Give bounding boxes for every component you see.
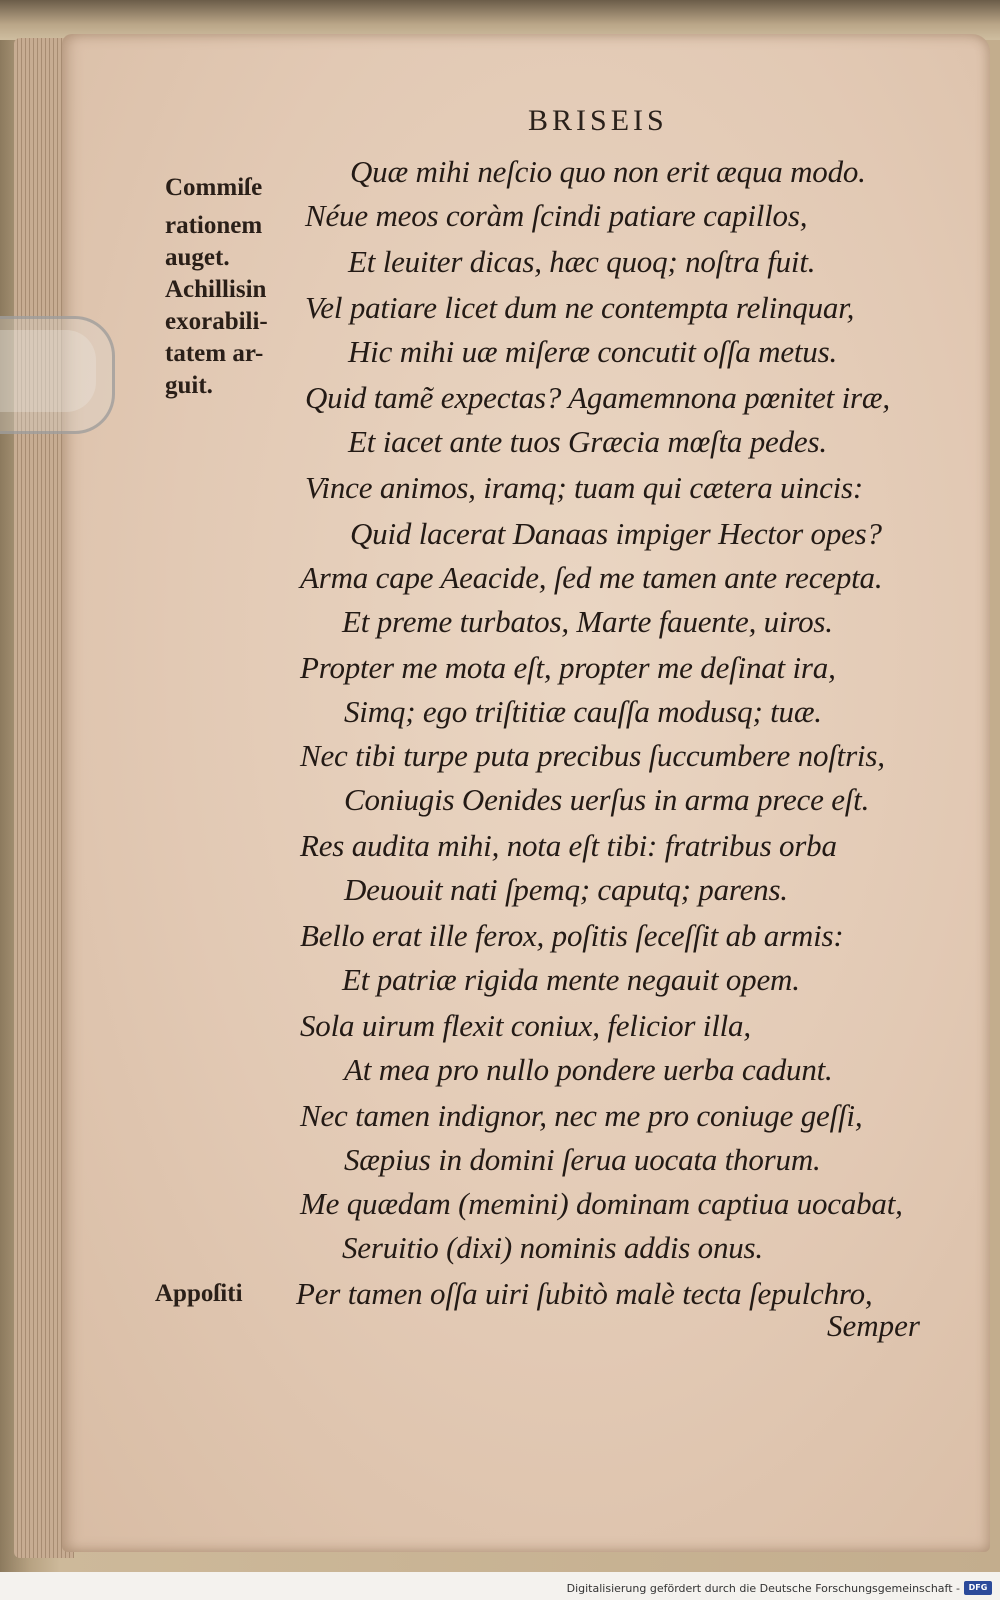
footer-credit: Digitalisierung gefördert durch die Deutsche Forschungsgemeinschaft -: [566, 1582, 960, 1595]
verse-line: Per tamen oſſa uiri ſubitò malè tecta ſepulchro,: [296, 1276, 873, 1311]
verse-line: Arma cape Aeacide, ſed me tamen ante recepta.: [300, 560, 883, 595]
verse-line: Et iacet ante tuos Græcia mœſta pedes.: [348, 424, 827, 459]
verse-line: Vince animos, iramq; tuam qui cætera uincis:: [305, 470, 864, 505]
verse-line: Deuouit nati ſpemq; caputq; parens.: [344, 872, 788, 907]
verse-line: Sæpius in domini ſerua uocata thorum.: [344, 1142, 821, 1177]
verse-line: Nec tibi turpe puta precibus ſuccumbere noſtris,: [300, 738, 885, 773]
verse-line: Coniugis Oenides uerſus in arma prece eſt.: [344, 782, 870, 817]
verse-line: Hic mihi uæ miſeræ concutit oſſa metus.: [348, 334, 838, 369]
verse-line: Sola uirum flexit coniux, felicior illa,: [300, 1008, 751, 1043]
margin-note-line: guit.: [165, 372, 213, 399]
verse-line: Res audita mihi, nota eſt tibi: fratribus orba: [300, 828, 837, 863]
verse-line: Seruitio (dixi) nominis addis onus.: [342, 1230, 763, 1265]
dfg-logo-icon: DFG: [964, 1581, 992, 1595]
verse-line: Propter me mota eſt, propter me deſinat ira,: [300, 650, 836, 685]
margin-note-line: rationem: [165, 212, 263, 239]
running-head: BRISEIS: [528, 104, 668, 137]
verse-line: Et patriæ rigida mente negauit opem.: [342, 962, 800, 997]
margin-note-line: Achillisin: [165, 276, 267, 303]
verse-line: At mea pro nullo pondere uerba cadunt.: [344, 1052, 833, 1087]
margin-note-bottom: Appoſiti: [155, 1280, 243, 1307]
catchword: Semper: [827, 1308, 920, 1343]
verse-line: Bello erat ille ferox, poſitis ſeceſſit ab armis:: [300, 918, 844, 953]
verse-line: Vel patiare licet dum ne contempta relinquar,: [305, 290, 855, 325]
verse-line: Néue meos coràm ſcindi patiare capillos,: [305, 198, 808, 233]
verse-line: Et leuiter dicas, hæc quoq; noſtra fuit.: [348, 244, 816, 279]
verse-line: Quid lacerat Danaas impiger Hector opes?: [350, 516, 882, 551]
verse-line: Quæ mihi neſcio quo non erit æqua modo.: [350, 154, 866, 189]
verse-line: Nec tamen indignor, nec me pro coniuge geſſi,: [300, 1098, 863, 1133]
verse-line: Et preme turbatos, Marte fauente, uiros.: [342, 604, 833, 639]
verse-line: Quid tamẽ expectas? Agamemnona pœnitet iræ,: [305, 380, 890, 415]
margin-note-line: exorabili-: [165, 308, 268, 335]
margin-note-line: tatem ar-: [165, 340, 264, 367]
margin-note-line: auget.: [165, 244, 230, 271]
verse-line: Me quædam (memini) dominam captiua uocabat,: [300, 1186, 903, 1221]
margin-note-line: Commiſe: [165, 174, 263, 201]
verse-line: Simq; ego triſtitiæ cauſſa modusq; tuæ.: [344, 694, 822, 729]
